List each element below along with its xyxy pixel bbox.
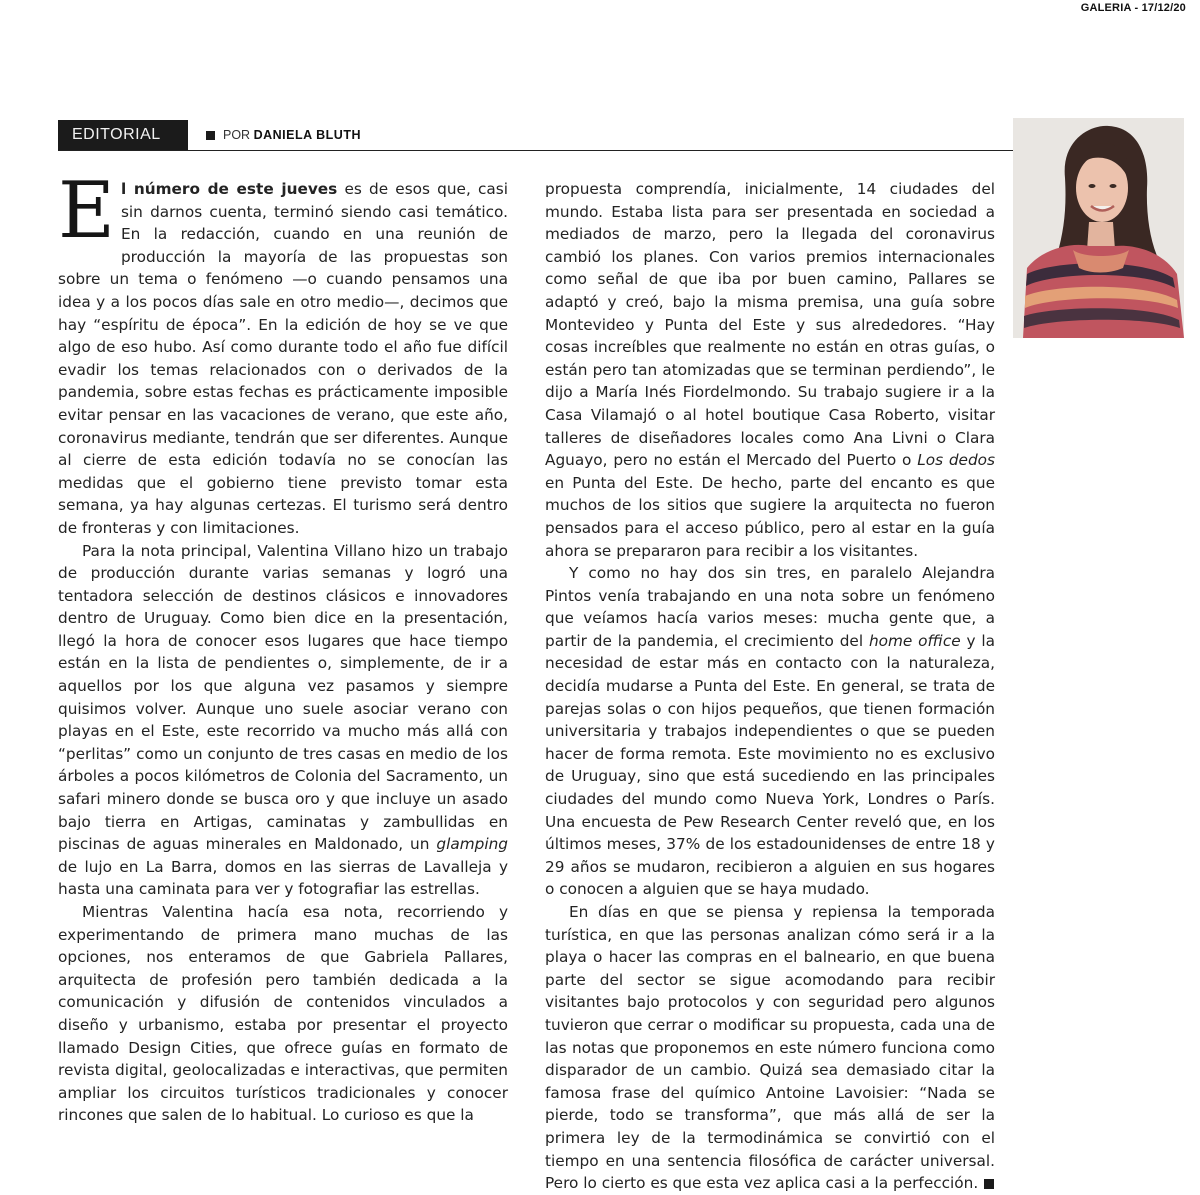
author-name: DANIELA BLUTH [253, 128, 361, 142]
section-label: EDITORIAL [58, 120, 188, 150]
paragraph-text: de lujo en La Barra, domos en las sierras de Lavalleja y hasta una caminata para ver y fotografiar las estrellas. [58, 857, 508, 899]
article-paragraph [58, 166, 508, 540]
article-paragraph [545, 562, 995, 901]
paragraph-text: Y como no hay dos sin tres, en paralelo Alejandra Pintos venía trabajando en una nota sobre un fenómeno que veíamos hacía varios meses: mucha gente que, a partir de la pandemia, el crecimiento del [545, 564, 995, 650]
paragraph-text: Para la nota principal, Valentina Villano hizo un trabajo de producción durante varias semanas y logró una tentadora selección de destinos clásicos e innovadores dentro de Uruguay. Como bien dice en la presentación, llegó la hora de conocer esos lugares que hace tiempo están en la lista de pendientes o, simplemente, de ir a aquellos por los que alguna vez pasamos y siempre quisimos volver. Aunque uno suele asociar verano con playas en el Este, este recorrido va mucho más allá con “perlitas” como un conjunto de tres casas en medio de los árboles a pocos kilómetros de Colonia del Sacramento, un safari minero donde se busca oro y que incluye un asado bajo tierra en Artigas, caminatas y zambullidas en piscinas de aguas minerales en Maldonado, un [58, 541, 508, 854]
lead-phrase: l número de este jueves [120, 180, 338, 198]
drop-cap: E [58, 166, 115, 256]
paragraph-text: en Punta del Este. De hecho, parte del encanto es que muchos de los sitios que sugiere la arquitecta no fueron pensados para el acceso público, pero al estar en la guía ahora se prepararon para recibir a los visitantes. [545, 473, 995, 560]
article-column-right [545, 178, 995, 1195]
italic-term: home office [868, 631, 961, 650]
byline-square-icon [206, 131, 215, 140]
byline [206, 120, 361, 150]
author-portrait-icon [1013, 118, 1184, 338]
italic-term: glamping [436, 835, 508, 854]
paragraph-text: es de esos que, casi sin darnos cuenta, terminó siendo casi temático. En la redacción, cuando en una reunión de producción la mayoría de las propuestas son sobre un tema o fenómeno —o cuando pensamos una idea y a los pocos días sale en otro medio—, decimos que hay “espíritu de época”. En la edición de hoy se ve que algo de eso hubo. Así como durante todo el año fue difícil evadir los temas relacionados con o derivados de la pandemia, sobre estas fechas es prácticamente imposible evitar pensar en las vacaciones de verano, que este año, coronavirus mediante, tendrán que ser diferentes. Aunque al cierre de esta edición todavía no se conocían las medidas que el gobierno tiene previsto tomar esta semana, ya hay algunas certezas. El turismo será dentro de fronteras y con limitaciones. [58, 180, 508, 537]
paragraph-text: y la necesidad de estar más en contacto con la naturaleza, decidía mudarse a Punta del Este. En general, se trata de parejas solas o con hijos pequeños, que tienen formación universitaria y trabajos independientes o que se pueden hacer de forma remota. Este movimiento no es exclusivo de Uruguay, sino que está sucediendo en las principales ciudades del mundo como Nueva York, Londres o París. Una encuesta de Pew Research Center reveló que, en los últimos meses, 37% de los estadounidenses de entre 18 y 29 años se mudaron, recibieron a alguien en sus hogares o conocen a alguien que se haya mudado. [545, 631, 996, 899]
editorial-header [58, 120, 1014, 151]
paragraph-text: En días en que se piensa y repiensa la temporada turística, en que las personas analizan cómo será ir a la playa o hacer las compras en el balneario, en que buena parte del sector se sigue acomodando para recibir visitantes bajo protocolos y con seguridad pero algunos tuvieron que cerrar o modificar su propuesta, cada una de las notas que proponemos en este número funciona como disparador de un cambio. Quizá sea demasiado citar la famosa frase del químico Antoine Lavoisier: “Nada se pierde, todo se transforma”, que más allá de ser la primera ley de la termodinámica se convirtió con el tiempo en una sentencia filosófica de carácter universal. Pero lo cierto es que esta vez aplica casi a la perfección. [545, 903, 995, 1193]
italic-term: Los dedos [917, 451, 995, 470]
publication-date-stamp: GALERIA - 17/12/20 [1080, 2, 1186, 14]
paragraph-text: propuesta comprendía, inicialmente, 14 ciudades del mundo. Estaba lista para ser presentada en sociedad a mediados de marzo, pero la llegada del coronavirus cambió los planes. Con varios premios internacionales como señal de que iba por buen camino, Pallares se adaptó y creó, bajo la misma premisa, una guía sobre Montevideo y Punta del Este y sus alrededores. “Hay cosas increíbles que realmente no están en otras guías, o están pero tan atomizadas que se terminan perdiendo”, le dijo a María Inés Fiordelmondo. Su trabajo sugiere ir a la Casa Vilamajó o al hotel boutique Casa Roberto, visitar talleres de diseñadores locales como Ana Livni o Clara Aguayo, pero no están el Mercado del Puerto o [545, 180, 995, 470]
article-column-left [58, 166, 508, 1127]
byline-prefix: POR [223, 128, 251, 142]
end-of-article-square-icon [984, 1179, 994, 1189]
article-paragraph-continued [545, 178, 995, 562]
paragraph-text: Mientras Valentina hacía esa nota, recorriendo y experimentando de primera mano muchas de las opciones, nos enteramos de que Gabriela Pallares, arquitecta de profesión pero también dedicada a la comunicación y difusión de contenidos vinculados a diseño y urbanismo, estaba por presentar el proyecto llamado Design Cities, que ofrece guías en formato de revista digital, geolocalizadas e interactivas, que permiten ampliar los circuitos turísticos tradicionales y conocer rincones que salen de lo habitual. Lo curioso es que la [58, 903, 508, 1125]
article-paragraph [58, 540, 508, 902]
article-paragraph [58, 901, 508, 1127]
